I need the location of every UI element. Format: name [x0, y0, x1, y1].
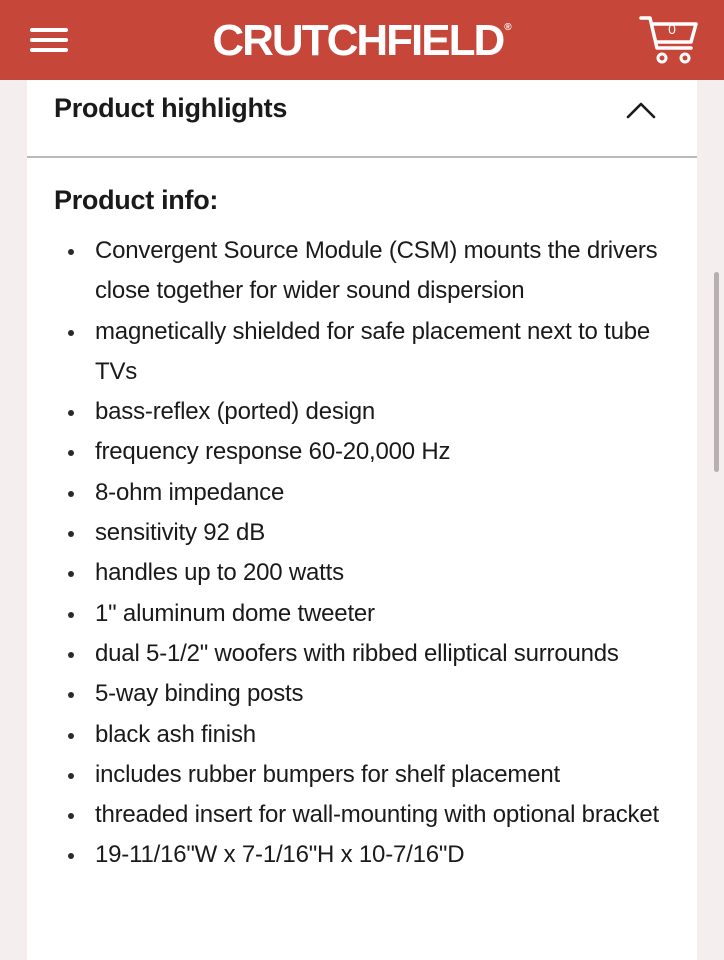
- product-info-title: Product info:: [54, 185, 219, 215]
- crutchfield-logo[interactable]: [212, 16, 512, 65]
- list-item: 19-11/16"W x 7-1/16"H x 10-7/16"D: [54, 835, 684, 875]
- registered-mark: ®: [504, 22, 512, 33]
- product-info-list: [54, 231, 684, 876]
- list-item: black ash finish: [54, 715, 684, 755]
- cart-count: 0: [668, 21, 676, 37]
- logo-text: CRUTCHFIELD: [212, 16, 504, 65]
- chevron-up-icon[interactable]: [625, 100, 657, 120]
- hamburger-menu-icon[interactable]: [26, 22, 72, 58]
- list-item: bass-reflex (ported) design: [54, 392, 684, 432]
- product-details-card: [27, 80, 697, 960]
- site-header: [0, 0, 724, 80]
- list-item: frequency response 60-20,000 Hz: [54, 432, 684, 472]
- list-item: threaded insert for wall-mounting with optional bracket: [54, 795, 684, 835]
- accordion-title: Product highlights: [54, 93, 288, 123]
- shopping-cart-icon[interactable]: [638, 12, 702, 68]
- list-item: 5-way binding posts: [54, 674, 684, 714]
- list-item: 8-ohm impedance: [54, 473, 684, 513]
- list-item: Convergent Source Module (CSM) mounts the drivers close together for wider sound dispersion: [54, 231, 684, 312]
- list-item: includes rubber bumpers for shelf placement: [54, 755, 684, 795]
- list-item: 1" aluminum dome tweeter: [54, 594, 684, 634]
- list-item: sensitivity 92 dB: [54, 513, 684, 553]
- list-item: magnetically shielded for safe placement next to tube TVs: [54, 312, 684, 393]
- product-highlights-toggle[interactable]: [27, 80, 697, 158]
- list-item: handles up to 200 watts: [54, 553, 684, 593]
- page-scrollbar[interactable]: [714, 272, 719, 472]
- list-item: dual 5-1/2" woofers with ribbed elliptical surrounds: [54, 634, 684, 674]
